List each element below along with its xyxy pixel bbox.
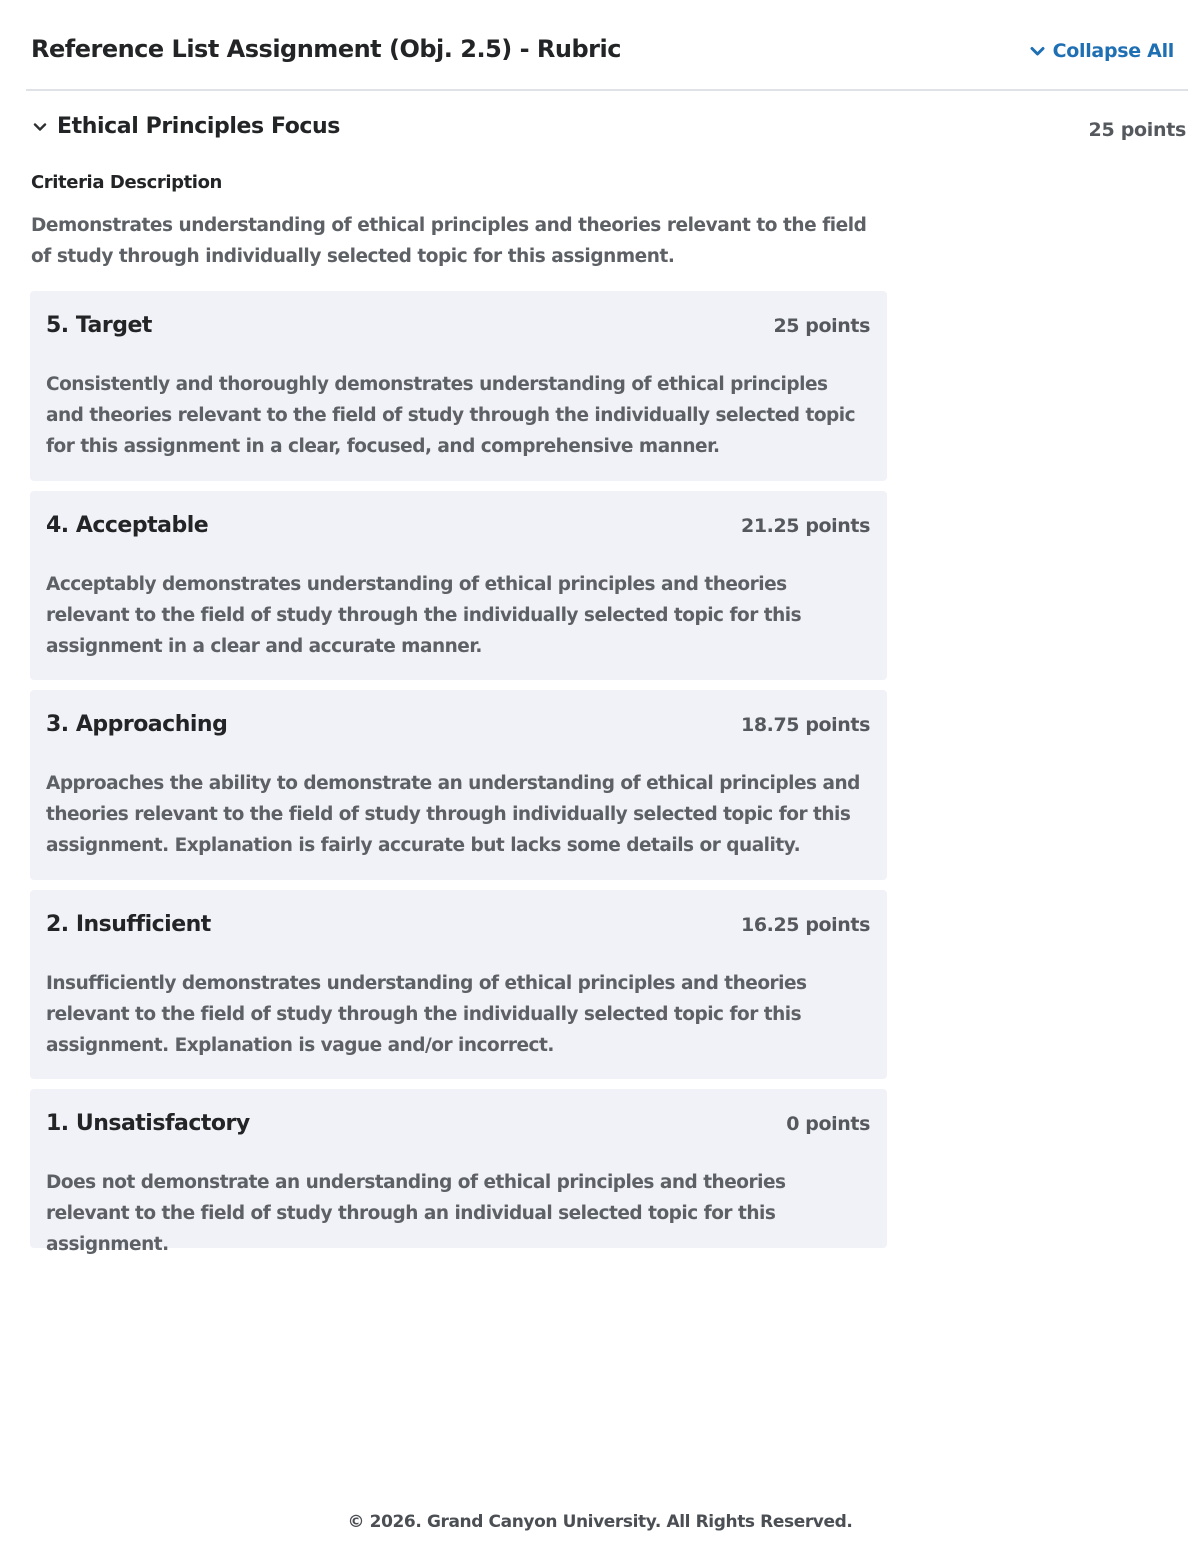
- criterion-points: 25 points: [1088, 119, 1186, 141]
- level-name: 2. Insufficient: [46, 912, 211, 937]
- level-name: 1. Unsatisfactory: [46, 1111, 250, 1136]
- rubric-levels: [30, 291, 887, 1258]
- level-points: 16.25 points: [741, 914, 870, 936]
- chevron-down-icon: [1030, 46, 1045, 57]
- rubric-level-target: [30, 291, 887, 481]
- level-points: 0 points: [786, 1113, 870, 1135]
- collapse-all-label: Collapse All: [1052, 40, 1174, 62]
- level-description: Consistently and thoroughly demonstrates understanding of ethical principles and theories relevant to the field of study through the individually selected topic for this assignment in a clear, focused, and comprehensive manner.: [46, 374, 856, 457]
- level-name: 5. Target: [46, 313, 152, 338]
- level-name: 3. Approaching: [46, 712, 228, 737]
- criterion-title: Ethical Principles Focus: [57, 114, 341, 139]
- rubric-level-unsatisfactory: [30, 1089, 887, 1255]
- criteria-description-label: Criteria Description: [31, 172, 222, 193]
- collapse-all-button[interactable]: [1030, 40, 1174, 62]
- level-points: 25 points: [773, 315, 870, 337]
- rubric-header: [26, 0, 1188, 91]
- criterion-toggle[interactable]: [33, 114, 340, 139]
- chevron-down-icon: [33, 117, 47, 136]
- level-description: Insufficiently demonstrates understanding of ethical principles and theories relevant to the field of study through the individually selected topic for this assignment. Explanation is vague and/or incorrect.: [46, 973, 807, 1056]
- rubric-level-acceptable: [30, 491, 887, 680]
- page-title: Reference List Assignment (Obj. 2.5) - Rubric: [31, 35, 621, 63]
- rubric-level-approaching: [30, 690, 887, 880]
- level-name: 4. Acceptable: [46, 513, 209, 538]
- level-points: 18.75 points: [741, 714, 870, 736]
- level-description: Does not demonstrate an understanding of ethical principles and theories relevant to the field of study through an individual selected topic for this assignment.: [46, 1172, 786, 1255]
- rubric-level-insufficient: [30, 890, 887, 1079]
- criteria-description: Demonstrates understanding of ethical principles and theories relevant to the field of study through individually selected topic for this assignment.: [31, 215, 867, 267]
- level-points: 21.25 points: [741, 515, 870, 537]
- level-description: Approaches the ability to demonstrate an understanding of ethical principles and theories relevant to the field of study through individually selected topic for this assignment. Explanation is fairly accurate but lacks some details or quality.: [46, 773, 860, 856]
- level-description: Acceptably demonstrates understanding of ethical principles and theories relevant to the field of study through the individually selected topic for this assignment in a clear and accurate manner.: [46, 574, 802, 657]
- footer-copyright: © 2026. Grand Canyon University. All Rights Reserved.: [347, 1512, 853, 1532]
